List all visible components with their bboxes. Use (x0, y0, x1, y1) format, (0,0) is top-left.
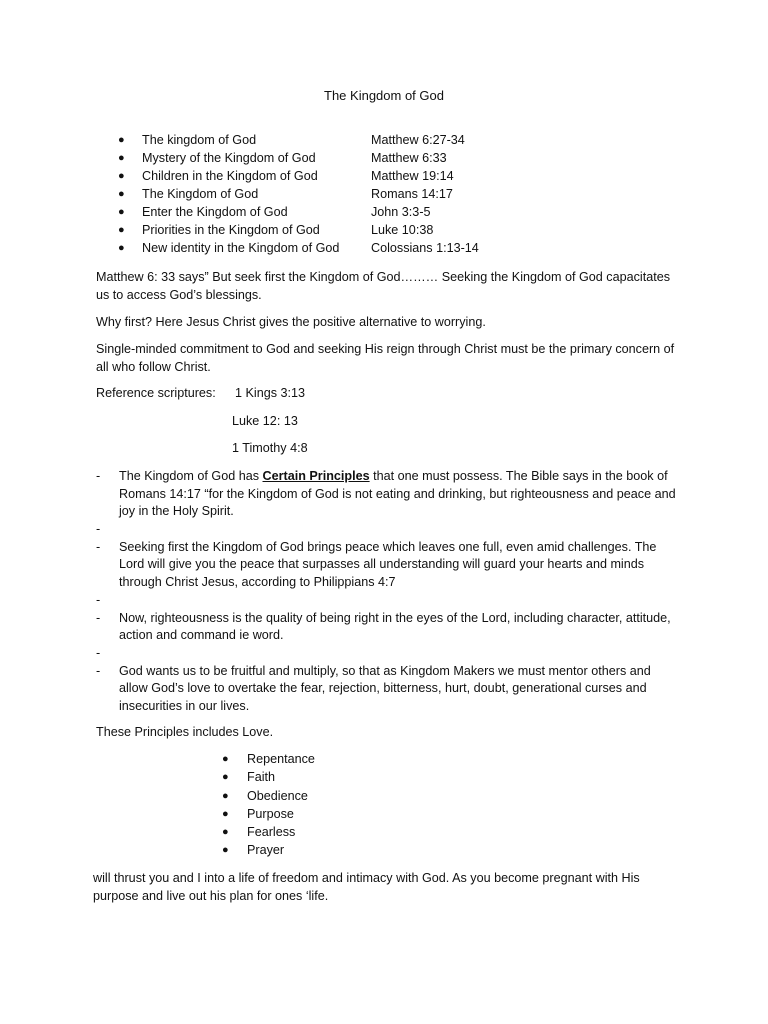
dash-marker: - (96, 539, 101, 554)
point-text: Now, righteousness is the quality of being right in the eyes of the Lord, including character, attitude, action and command ie word. (119, 610, 671, 643)
paragraph-commitment: Single-minded commitment to God and seeking His reign through Christ must be the primary concern of all who follow Christ. (96, 342, 675, 374)
bullet-icon: ● (118, 188, 125, 200)
dash-marker: - (96, 521, 101, 536)
paragraph-matthew: Matthew 6: 33 says” But seek first the Kingdom of God……… Seeking the Kingdom of God capacitates us to access God’s blessings. (96, 270, 671, 302)
principle-text: Faith (247, 770, 275, 785)
list-item (0, 222, 768, 240)
topic-text: The Kingdom of God (142, 187, 259, 201)
dash-marker: - (96, 645, 101, 660)
topic-reference: Luke 10:38 (371, 223, 434, 237)
list-item (0, 751, 768, 769)
topic-reference: Matthew 6:27-34 (371, 133, 465, 147)
bullet-icon: ● (118, 170, 125, 182)
topic-reference: Romans 14:17 (371, 187, 453, 201)
point-fruitful (0, 663, 768, 716)
reference-item: 1 Kings 3:13 (235, 386, 306, 400)
principle-text: Purpose (247, 806, 294, 821)
list-item (0, 150, 768, 168)
topic-text: Enter the Kingdom of God (142, 205, 288, 219)
list-item (0, 806, 768, 824)
bullet-icon: ● (222, 753, 229, 765)
list-item (0, 824, 768, 842)
reference-scriptures (96, 385, 596, 468)
list-item (0, 132, 768, 150)
point-text: God wants us to be fruitful and multiply, so that as Kingdom Makers we must mentor others and allow God’s love to overtake the fear, rejection, bitterness, hurt, doubt, generational curses and insecurities in our lives. (119, 663, 651, 713)
dash-marker: - (96, 592, 101, 607)
bullet-icon: ● (118, 152, 125, 164)
principles-points (0, 468, 768, 716)
point-righteousness (0, 610, 768, 645)
topic-reference: John 3:3-5 (371, 205, 431, 219)
bullet-icon: ● (118, 206, 125, 218)
bullet-icon: ● (118, 224, 125, 236)
list-item (0, 168, 768, 186)
principle-text: Repentance (247, 752, 315, 766)
list-item (0, 204, 768, 222)
point-certain-principles (0, 468, 768, 521)
list-item (0, 240, 768, 258)
topic-reference: Colossians 1:13-14 (371, 241, 479, 255)
bullet-icon: ● (118, 134, 125, 146)
reference-label: Reference scriptures: (96, 386, 216, 400)
topic-text: New identity in the Kingdom of God (142, 241, 340, 255)
topic-text: Children in the Kingdom of God (142, 169, 318, 183)
reference-item: Luke 12: 13 (232, 413, 298, 428)
list-item (0, 788, 768, 806)
principle-text: Prayer (247, 843, 285, 858)
topic-reference: Matthew 19:14 (371, 169, 454, 183)
point-peace (0, 539, 768, 592)
bullet-icon: ● (222, 789, 229, 802)
point-text: The Kingdom of God has Certain Principles that one must possess. The Bible says in the book of Romans 14:17 “for the Kingdom of God is not eating and drinking, but righteousness and peace and joy in the Holy Spirit. (119, 469, 676, 519)
empty-point (0, 592, 768, 610)
list-item (0, 842, 768, 860)
dash-marker: - (96, 469, 101, 483)
paragraph-why-first: Why first? Here Jesus Christ gives the positive alternative to worrying. (96, 315, 486, 329)
principles-list (0, 751, 768, 861)
topic-text: Mystery of the Kingdom of God (142, 151, 316, 165)
principle-text: Obedience (247, 788, 308, 803)
point-text: Seeking first the Kingdom of God brings peace which leaves one full, even amid challenges. The Lord will give you the peace that surpasses all understanding will guard your hearts and minds through Christ Jesus, according to Philippians 4:7 (119, 539, 657, 589)
topic-text: Priorities in the Kingdom of God (142, 223, 320, 237)
list-item (0, 186, 768, 204)
dash-marker: - (96, 663, 101, 678)
empty-point (0, 645, 768, 663)
principles-heading: These Principles includes Love. (96, 725, 274, 739)
bullet-icon: ● (222, 807, 229, 820)
document-title: The Kingdom of God (324, 88, 444, 103)
list-item (0, 769, 768, 787)
closing-paragraph: will thrust you and I into a life of freedom and intimacy with God. As you become pregnant with His purpose and live out his plan for ones ‘life. (93, 871, 640, 903)
empty-point (0, 521, 768, 539)
topic-list (0, 132, 768, 258)
bullet-icon: ● (222, 844, 229, 857)
topic-text: The kingdom of God (142, 133, 257, 147)
bullet-icon: ● (222, 771, 229, 784)
bullet-icon: ● (118, 242, 125, 254)
reference-item: 1 Timothy 4:8 (232, 441, 308, 455)
principle-text: Fearless (247, 825, 296, 840)
certain-principles-emphasis: Certain Principles (262, 469, 370, 483)
topic-reference: Matthew 6:33 (371, 151, 447, 165)
bullet-icon: ● (222, 826, 229, 839)
dash-marker: - (96, 610, 101, 625)
